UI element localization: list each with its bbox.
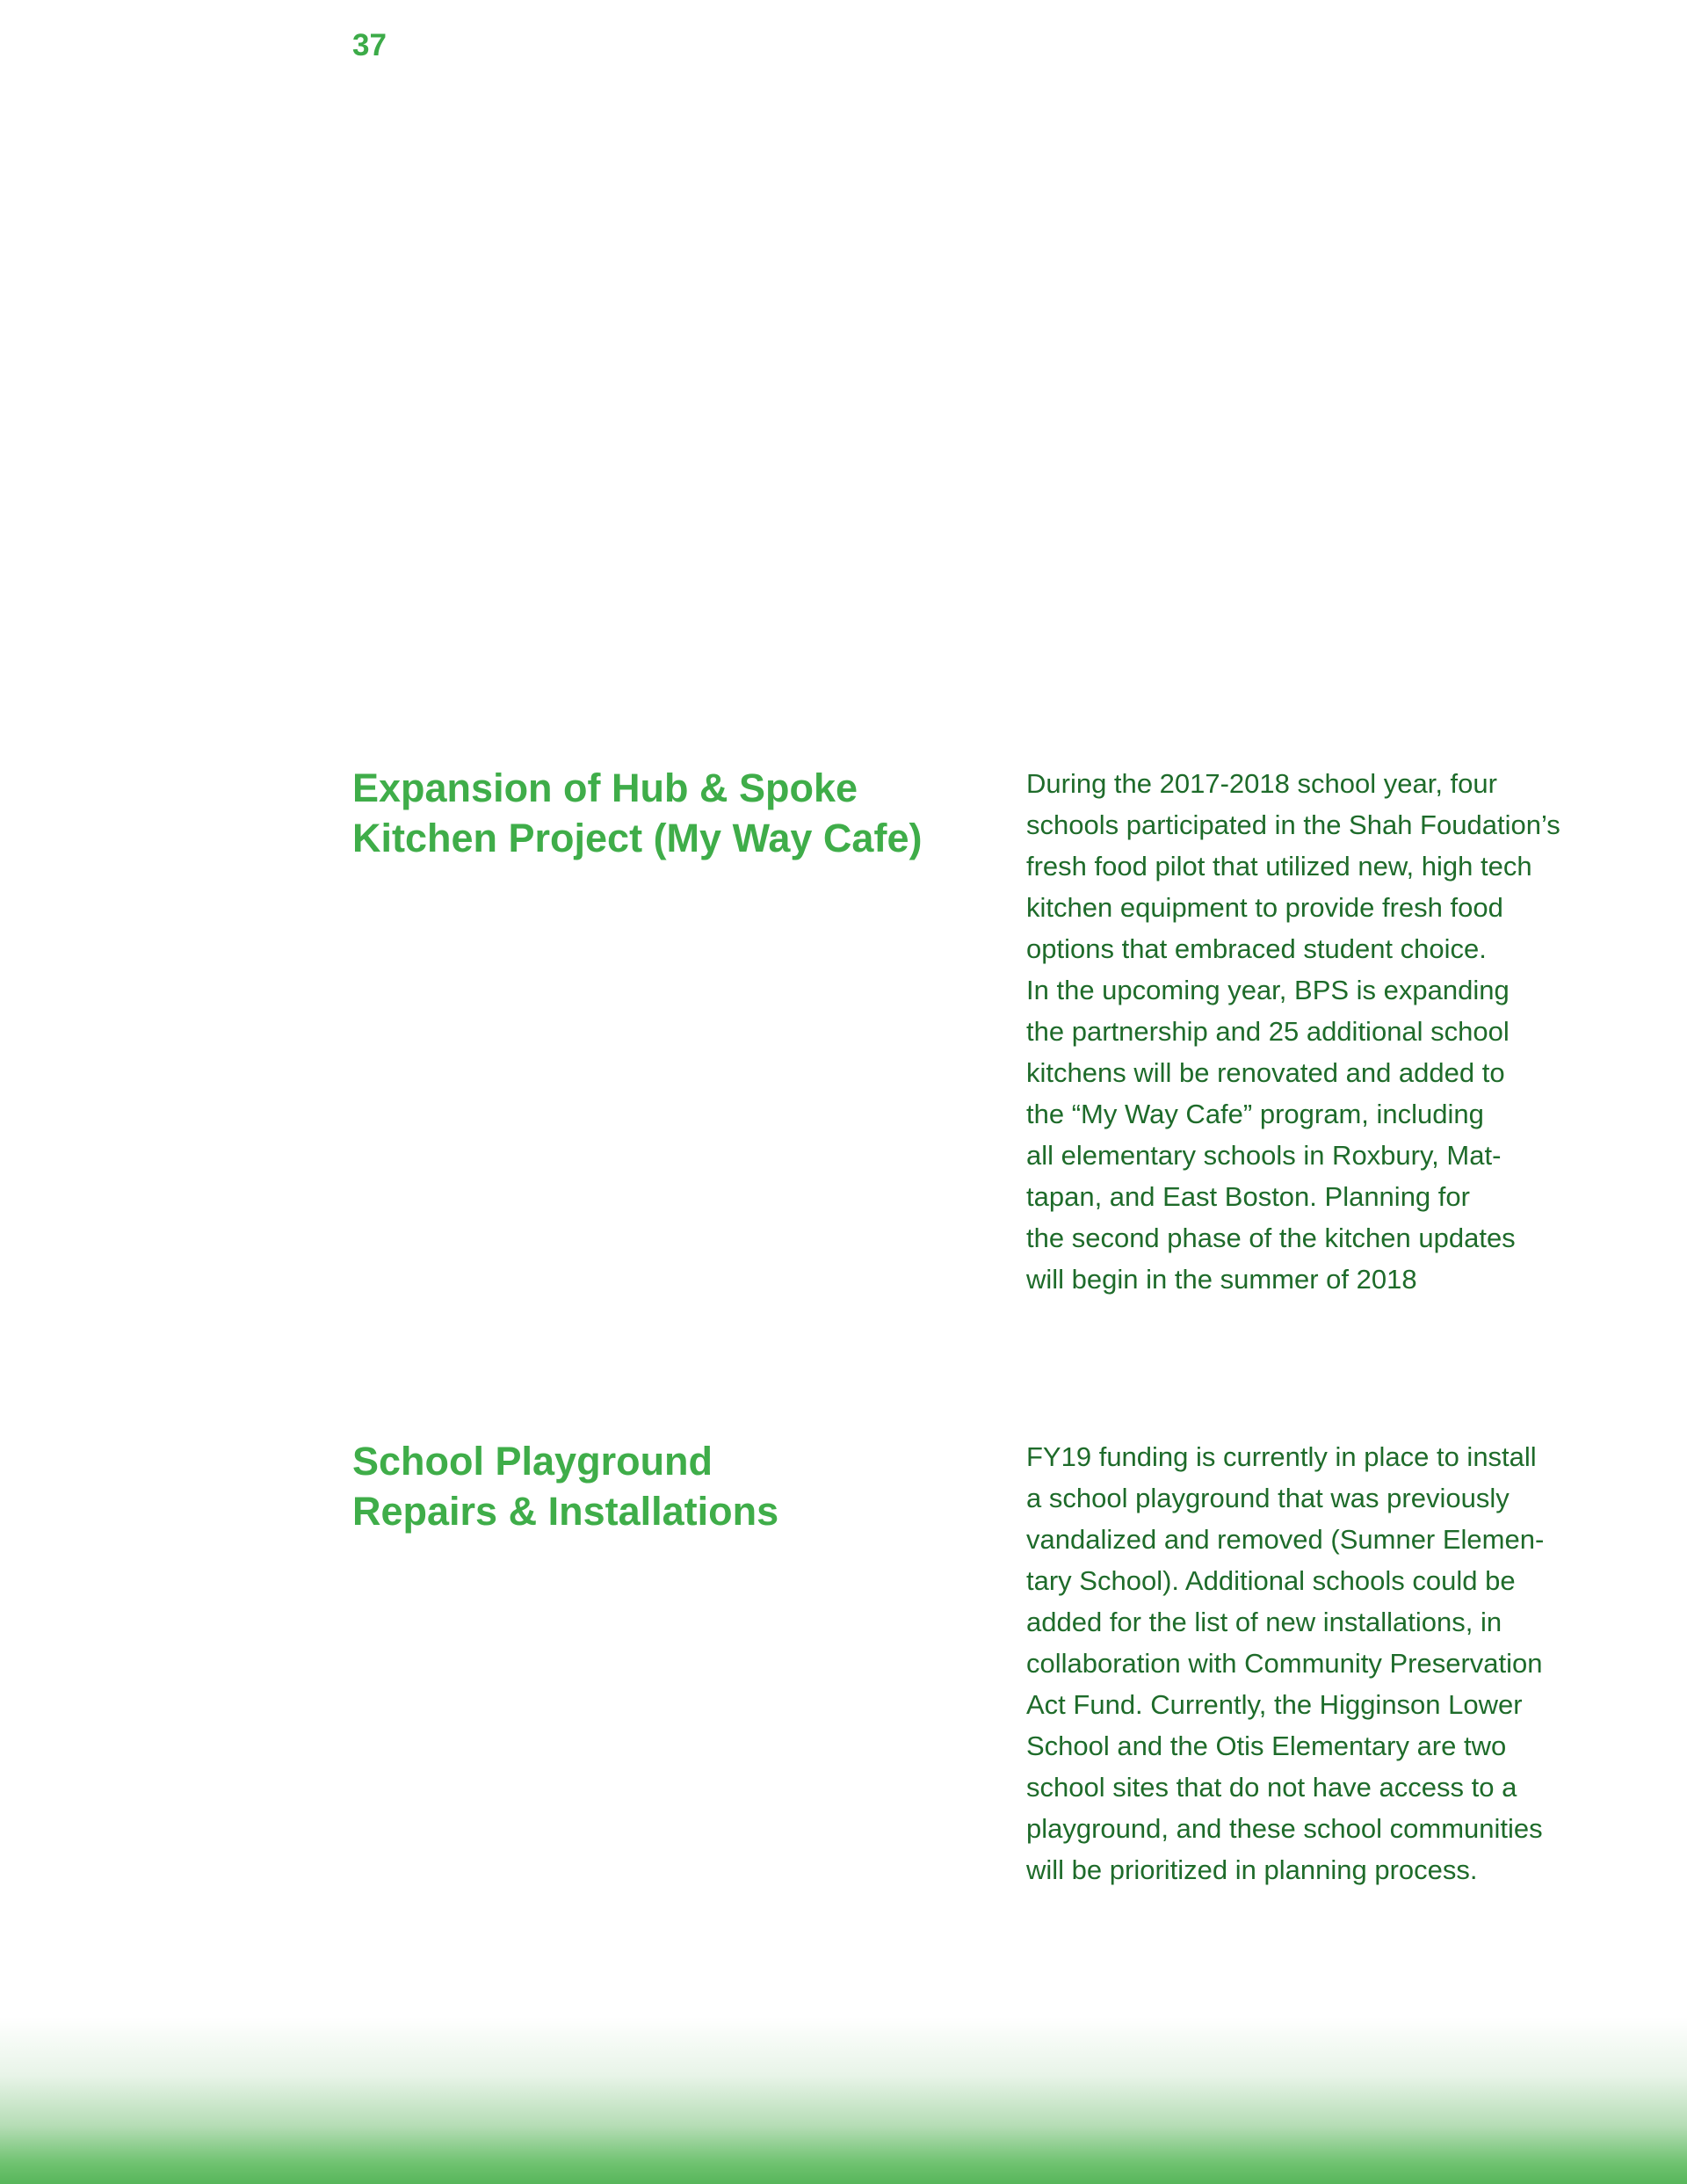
body-line: options that embraced student choice. [1026, 933, 1487, 964]
body-line: a school playground that was previously [1026, 1483, 1510, 1513]
body-line: Act Fund. Currently, the Higginson Lower [1026, 1689, 1523, 1720]
body-line: added for the list of new installations, in [1026, 1607, 1502, 1637]
page-number: 37 [352, 28, 387, 62]
section-heading [352, 1436, 985, 1536]
body-line: collaboration with Community Preservation [1026, 1648, 1543, 1679]
body-line: During the 2017-2018 school year, four [1026, 768, 1497, 799]
body-line: the second phase of the kitchen updates [1026, 1223, 1516, 1253]
body-line: the “My Way Cafe” program, including [1026, 1099, 1484, 1129]
heading-line: Kitchen Project (My Way Cafe) [352, 816, 923, 860]
body-line: kitchen equipment to provide fresh food [1026, 892, 1503, 923]
body-line: schools participated in the Shah Foudation’s [1026, 809, 1560, 840]
body-line: School and the Otis Elementary are two [1026, 1731, 1507, 1761]
footer-gradient-band [0, 2017, 1687, 2184]
section-body [1026, 763, 1624, 1300]
body-line: school sites that do not have access to a [1026, 1772, 1517, 1803]
body-line: the partnership and 25 additional school [1026, 1016, 1510, 1047]
heading-line: School Playground [352, 1439, 713, 1484]
body-line: all elementary schools in Roxbury, Mat- [1026, 1140, 1502, 1171]
section-heading [352, 763, 985, 863]
body-line: FY19 funding is currently in place to install [1026, 1441, 1537, 1472]
body-line: In the upcoming year, BPS is expanding [1026, 975, 1510, 1005]
body-line: vandalized and removed (Sumner Elemen- [1026, 1524, 1545, 1555]
heading-line: Repairs & Installations [352, 1489, 779, 1534]
body-line: tapan, and East Boston. Planning for [1026, 1181, 1470, 1212]
body-line: fresh food pilot that utilized new, high tech [1026, 851, 1532, 882]
body-line: will begin in the summer of 2018 [1026, 1264, 1417, 1295]
body-line: will be prioritized in planning process. [1026, 1854, 1478, 1885]
body-line: playground, and these school communities [1026, 1813, 1543, 1844]
body-line: tary School). Additional schools could be [1026, 1565, 1516, 1596]
body-line: kitchens will be renovated and added to [1026, 1057, 1505, 1088]
heading-line: Expansion of Hub & Spoke [352, 765, 858, 810]
section-body [1026, 1436, 1624, 1890]
